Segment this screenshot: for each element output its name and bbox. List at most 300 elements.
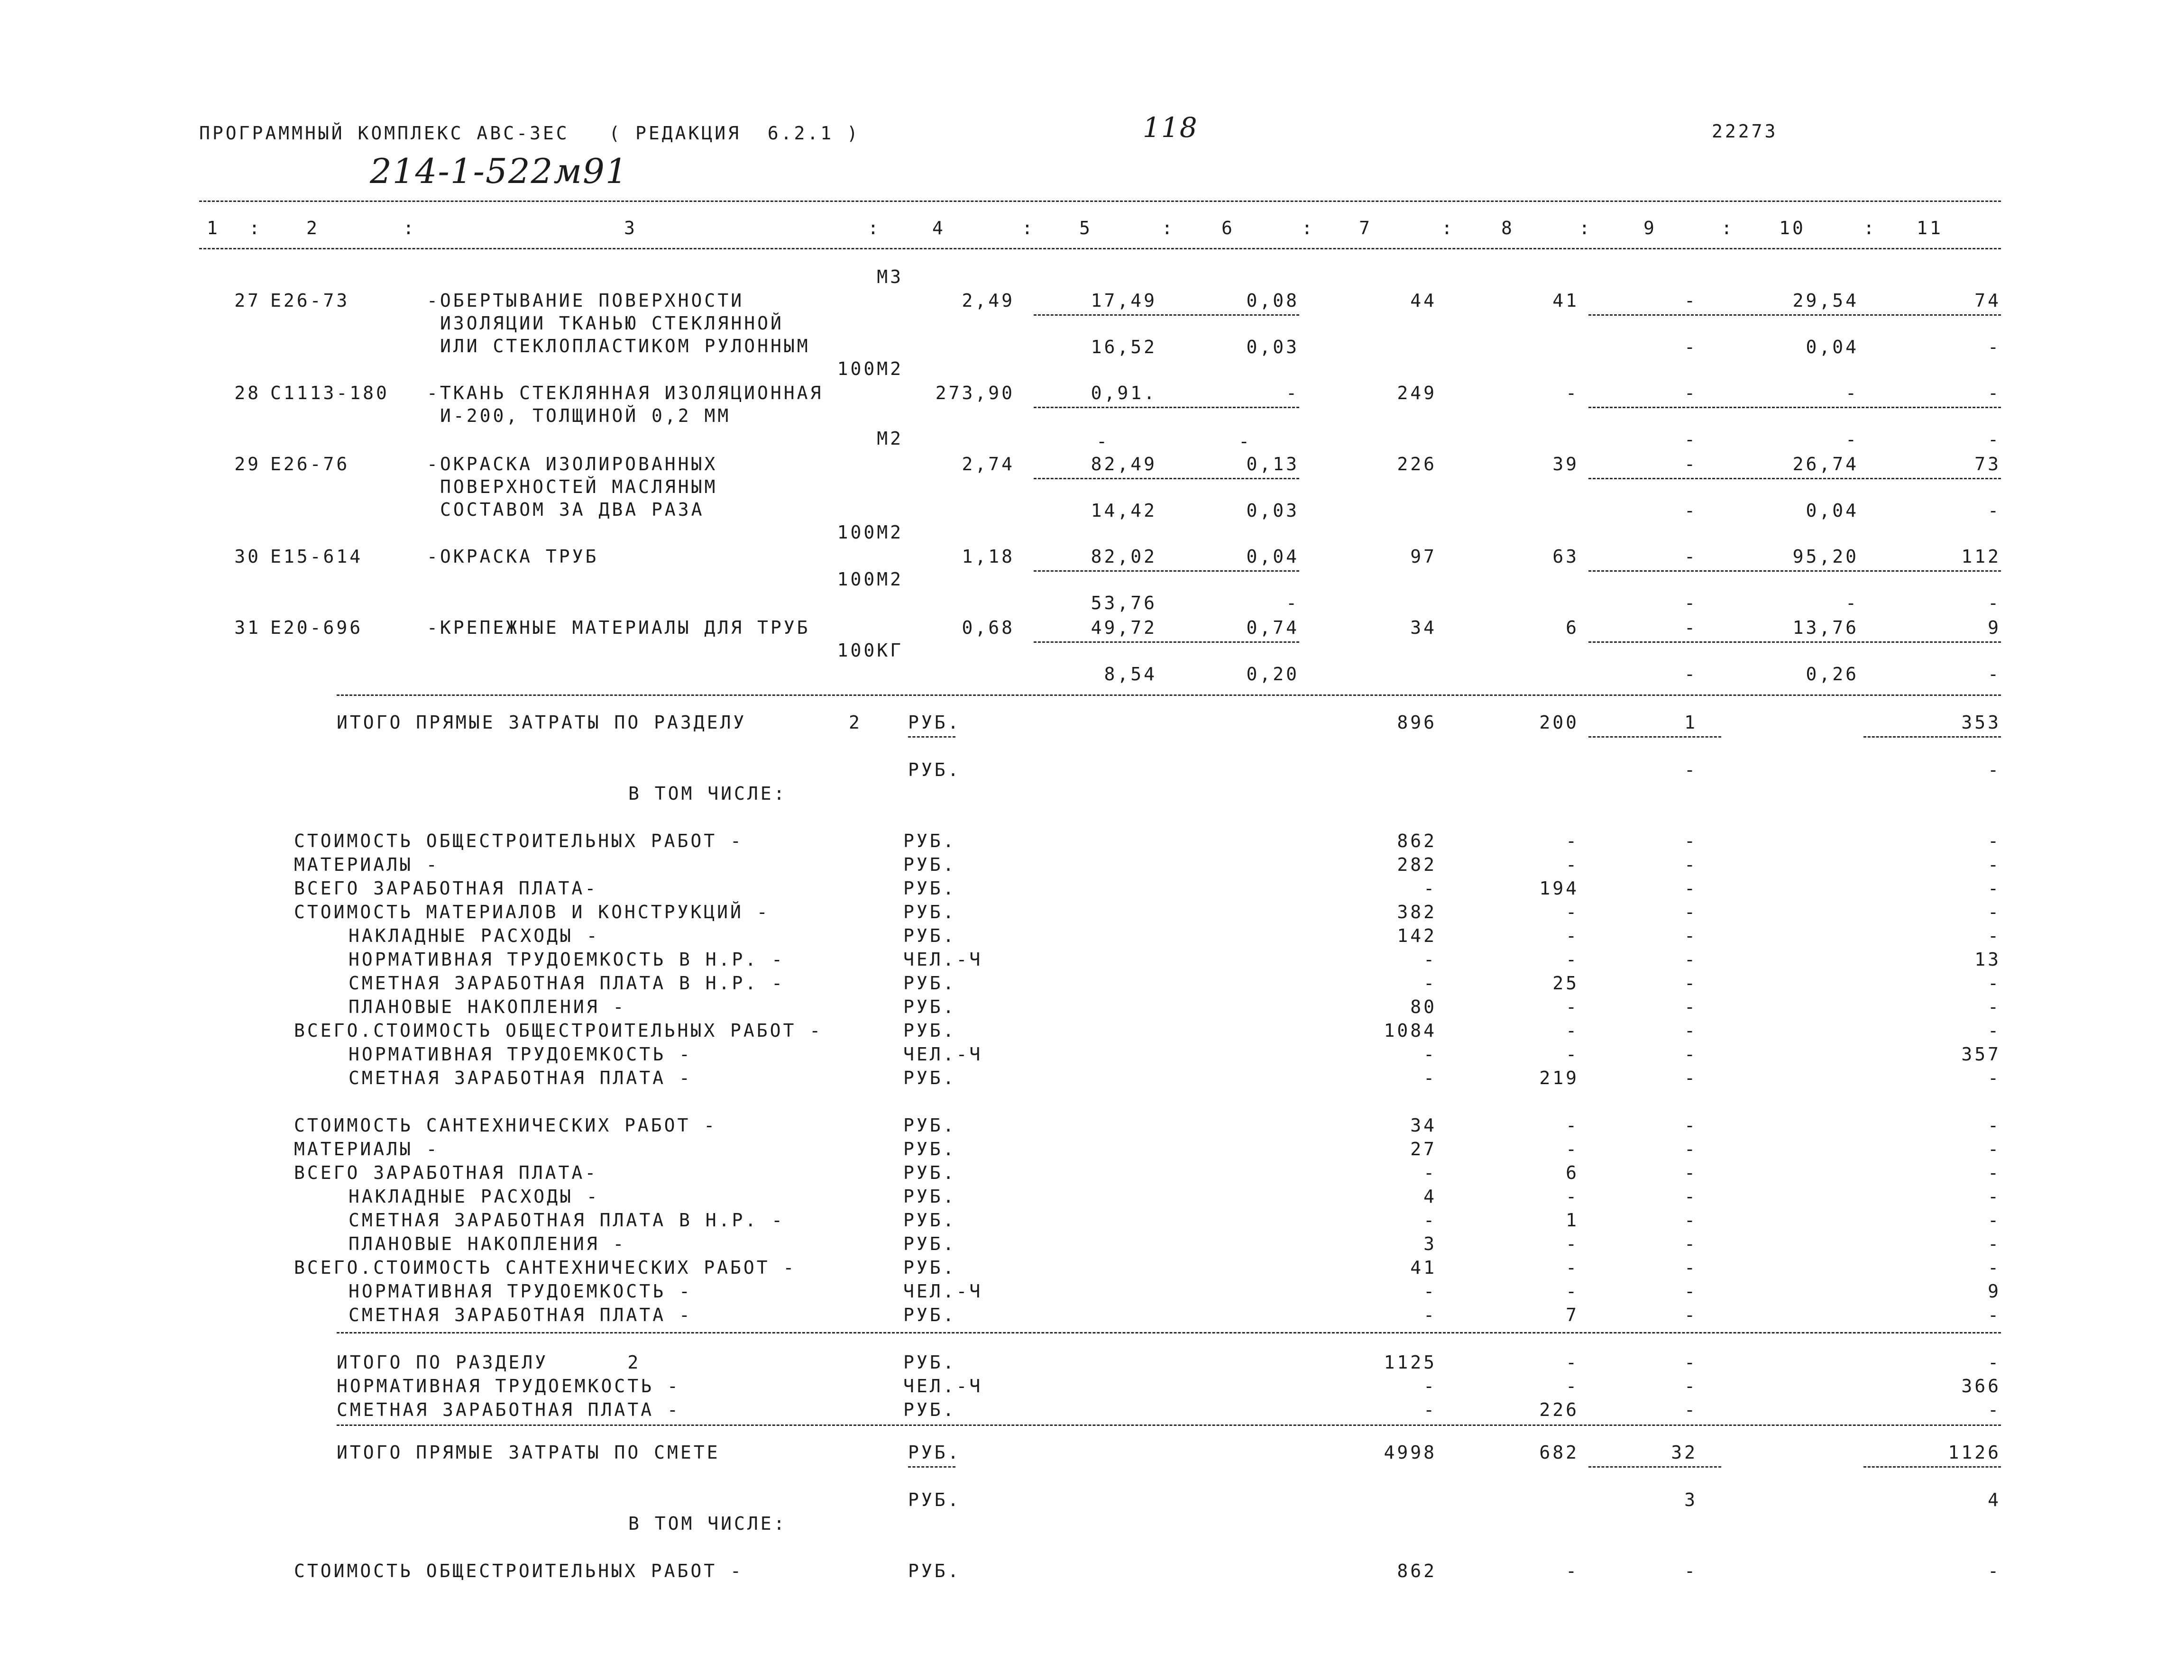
summary-row-cost: - [1423, 1399, 1437, 1420]
summary-row-col11: 366 [1961, 1376, 2001, 1397]
summary-row-wage: - [1566, 854, 1579, 875]
summary-row-col9: - [1684, 1257, 1698, 1278]
item-unit-cost: 17,49 [1091, 290, 1157, 311]
summary-row-col11: - [1988, 1020, 2001, 1041]
item-rate-code: E20-696 [270, 617, 363, 638]
item-col11-sub: - [1988, 500, 2001, 521]
column-5-header: 5 [1079, 218, 1092, 238]
summary-row-unit: РУБ. [903, 1162, 956, 1183]
summary-row-label: НОРМАТИВНАЯ ТРУДОЕМКОСТЬ - [349, 1281, 692, 1302]
total-direct-cost: 896 [1397, 712, 1437, 733]
item-col10-sub: - [1845, 429, 1859, 450]
summary-row-unit: РУБ. [903, 1257, 956, 1278]
summary-row-cost: 34 [1410, 1115, 1437, 1136]
item-col11: - [1988, 383, 2001, 403]
item-unit: М2 [877, 428, 903, 449]
summary-row-wage: - [1566, 1352, 1579, 1373]
summary-row-unit: РУБ. [903, 1115, 956, 1136]
rule [1588, 407, 2001, 408]
total-direct-label: ИТОГО ПРЯМЫЕ ЗАТРАТЫ ПО РАЗДЕЛУ [337, 712, 747, 733]
item-unit-cost: - [1239, 431, 1252, 452]
summary-row-cost: 142 [1397, 925, 1437, 946]
estimate-total-col9-sub: 3 [1684, 1489, 1698, 1510]
item-unit-cost-wage: 53,76 [1091, 593, 1157, 613]
summary-row-col9: - [1684, 1139, 1698, 1160]
rule [1034, 407, 1299, 408]
summary-row-col9: - [1684, 854, 1698, 875]
estimate-total-wage: 682 [1539, 1442, 1579, 1463]
item-unit-labor: 0,74 [1246, 617, 1299, 638]
summary-row-col9: - [1684, 1352, 1698, 1373]
handwritten-doc-number: 214-1-522м91 [370, 151, 628, 191]
rule [199, 248, 2001, 249]
summary-row-col9: - [1684, 1399, 1698, 1420]
summary-row-col11: - [1988, 902, 2001, 922]
column-separator: : [1863, 218, 1877, 238]
item-name-line: -ТКАНЬ СТЕКЛЯННАЯ ИЗОЛЯЦИОННАЯ [427, 383, 824, 403]
item-unit-cost: 0,91. [1091, 383, 1157, 403]
summary-row-label: ИТОГО ПО РАЗДЕЛУ 2 [337, 1352, 641, 1373]
item-unit-labor-wage: - [1286, 593, 1299, 613]
total-direct-section: 2 [849, 712, 862, 733]
column-separator: : [1721, 218, 1734, 238]
final-row-cost: 862 [1397, 1561, 1437, 1581]
column-separator: : [1441, 218, 1455, 238]
item-col10: 95,20 [1792, 546, 1859, 567]
item-col11: 73 [1974, 454, 2001, 475]
summary-row-cost: 3 [1423, 1233, 1437, 1254]
rule [199, 201, 2001, 202]
estimate-total-unit2: РУБ. [908, 1489, 961, 1510]
item-col9-sub: - [1684, 664, 1698, 685]
summary-row-unit: РУБ. [903, 831, 956, 851]
estimate-total-col11: 1126 [1948, 1442, 2001, 1463]
summary-row-col11: - [1988, 1305, 2001, 1325]
item-rate-code: E26-76 [270, 454, 350, 475]
summary-row-cost: - [1423, 1281, 1437, 1302]
item-total-wage: 63 [1552, 546, 1579, 567]
rule [337, 1332, 2001, 1333]
item-col9: - [1684, 454, 1698, 475]
item-unit-cost: - [1096, 431, 1110, 452]
summary-row-cost: - [1423, 1376, 1437, 1397]
column-10-header: 10 [1779, 218, 1806, 238]
summary-row-cost: - [1423, 949, 1437, 970]
item-unit-labor-wage: 0,20 [1246, 664, 1299, 685]
item-rate-code: C1113-180 [270, 383, 389, 403]
item-quantity: 2,74 [962, 454, 1015, 475]
rule [1588, 641, 2001, 643]
item-unit-labor: 0,13 [1246, 454, 1299, 475]
summary-row-wage: - [1566, 1281, 1579, 1302]
column-11-header: 11 [1917, 218, 1943, 238]
summary-row-unit: РУБ. [903, 1020, 956, 1041]
item-col10-sub: 0,04 [1806, 500, 1859, 521]
summary-row-label: СМЕТНАЯ ЗАРАБОТНАЯ ПЛАТА - [349, 1305, 692, 1325]
item-col10-sub: - [1845, 593, 1859, 613]
summary-row-col11: - [1988, 1399, 2001, 1420]
summary-row-cost: 4 [1423, 1186, 1437, 1207]
summary-row-col9: - [1684, 973, 1698, 994]
summary-row-cost: - [1423, 1044, 1437, 1065]
summary-row-label: СТОИМОСТЬ ОБЩЕСТРОИТЕЛЬНЫХ РАБОТ - [294, 831, 743, 851]
summary-row-cost: - [1423, 973, 1437, 994]
item-unit-cost-wage: 16,52 [1091, 337, 1157, 357]
total-direct-col9: 1 [1684, 712, 1698, 733]
summary-row-unit: РУБ. [903, 854, 956, 875]
item-total-wage: - [1566, 383, 1579, 403]
summary-row-label: СМЕТНАЯ ЗАРАБОТНАЯ ПЛАТА В Н.Р. - [349, 973, 785, 994]
summary-row-wage: - [1566, 1233, 1579, 1254]
item-number: 28 [234, 383, 261, 403]
item-col9: - [1684, 290, 1698, 311]
summary-row-label: ВСЕГО ЗАРАБОТНАЯ ПЛАТА- [294, 1162, 598, 1183]
including-label: В ТОМ ЧИСЛЕ: [628, 783, 787, 804]
summary-row-unit: РУБ. [903, 973, 956, 994]
summary-row-col9: - [1684, 878, 1698, 899]
summary-row-wage: - [1566, 1044, 1579, 1065]
summary-row-col11: - [1988, 854, 2001, 875]
summary-row-label: МАТЕРИАЛЫ - [294, 854, 440, 875]
summary-row-wage: - [1566, 1186, 1579, 1207]
item-unit-cost: 82,49 [1091, 454, 1157, 475]
column-2-header: 2 [306, 218, 320, 238]
summary-row-unit: ЧЕЛ.-Ч [903, 1376, 983, 1397]
item-unit-cost-wage: 14,42 [1091, 500, 1157, 521]
item-unit-cost: 82,02 [1091, 546, 1157, 567]
item-name-line: ПОВЕРХНОСТЕЙ МАСЛЯНЫМ [440, 476, 718, 497]
rule [1588, 736, 1721, 738]
summary-row-col9: - [1684, 1376, 1698, 1397]
summary-row-cost: - [1423, 1210, 1437, 1231]
summary-row-cost: - [1423, 1162, 1437, 1183]
summary-row-unit: РУБ. [903, 1210, 956, 1231]
summary-row-label: СМЕТНАЯ ЗАРАБОТНАЯ ПЛАТА - [349, 1068, 692, 1088]
rule [1863, 736, 2001, 738]
item-col9-sub: - [1684, 593, 1698, 613]
item-rate-code: E26-73 [270, 290, 350, 311]
item-unit: 100М2 [837, 358, 903, 379]
summary-row-cost: 41 [1410, 1257, 1437, 1278]
item-quantity: 2,49 [962, 290, 1015, 311]
estimate-total-col9: 32 [1671, 1442, 1698, 1463]
summary-row-wage: - [1566, 996, 1579, 1017]
item-unit-cost: 49,72 [1091, 617, 1157, 638]
page-number: 118 [1143, 111, 1198, 144]
item-name-line: -ОКРАСКА ИЗОЛИРОВАННЫХ [427, 454, 718, 475]
item-unit-labor-wage: 0,03 [1246, 337, 1299, 357]
including-label-2: В ТОМ ЧИСЛЕ: [628, 1513, 787, 1534]
item-col11: 74 [1974, 290, 2001, 311]
column-separator: : [249, 218, 262, 238]
summary-row-col9: - [1684, 1068, 1698, 1088]
summary-row-col11: - [1988, 1115, 2001, 1136]
rule [908, 1466, 955, 1468]
item-total-cost: 34 [1410, 617, 1437, 638]
item-col10: 26,74 [1792, 454, 1859, 475]
item-col9-sub: - [1684, 337, 1698, 357]
summary-row-wage: 25 [1552, 973, 1579, 994]
summary-row-wage: - [1566, 831, 1579, 851]
estimate-total-cost: 4998 [1384, 1442, 1437, 1463]
summary-row-col9: - [1684, 831, 1698, 851]
summary-row-cost: 80 [1410, 996, 1437, 1017]
total-direct-col11-sub: - [1988, 759, 2001, 780]
item-total-cost: 44 [1410, 290, 1437, 311]
item-col11-sub: - [1988, 593, 2001, 613]
summary-row-label: НОРМАТИВНАЯ ТРУДОЕМКОСТЬ - [337, 1376, 680, 1397]
item-col10-sub: 0,26 [1806, 664, 1859, 685]
summary-row-cost: 27 [1410, 1139, 1437, 1160]
rule [1034, 314, 1299, 316]
summary-row-unit: ЧЕЛ.-Ч [903, 1281, 983, 1302]
summary-row-label: ВСЕГО ЗАРАБОТНАЯ ПЛАТА- [294, 878, 598, 899]
rule [1034, 570, 1299, 572]
column-separator: : [1302, 218, 1315, 238]
column-separator: : [403, 218, 416, 238]
item-number: 27 [234, 290, 261, 311]
summary-row-col11: - [1988, 996, 2001, 1017]
item-col11-sub: - [1988, 429, 2001, 450]
summary-row-col9: - [1684, 949, 1698, 970]
summary-row-unit: РУБ. [903, 925, 956, 946]
column-1-header: 1 [207, 218, 220, 238]
summary-row-wage: 219 [1539, 1068, 1579, 1088]
item-unit: 100КГ [837, 640, 903, 661]
summary-row-wage: 7 [1566, 1305, 1579, 1325]
item-name-line: -ОБЕРТЫВАНИЕ ПОВЕРХНОСТИ [427, 290, 744, 311]
summary-row-unit: РУБ. [903, 1068, 956, 1088]
rule [1588, 314, 2001, 316]
item-name-line: -ОКРАСКА ТРУБ [427, 546, 599, 567]
summary-row-col11: - [1988, 1352, 2001, 1373]
item-unit-labor: - [1286, 383, 1299, 403]
total-direct-unit2: РУБ. [908, 759, 961, 780]
summary-row-cost: 862 [1397, 831, 1437, 851]
final-row-label: СТОИМОСТЬ ОБЩЕСТРОИТЕЛЬНЫХ РАБОТ - [294, 1561, 743, 1581]
summary-row-col11: - [1988, 1210, 2001, 1231]
summary-row-cost: 1084 [1384, 1020, 1437, 1041]
column-8-header: 8 [1501, 218, 1514, 238]
summary-row-cost: 282 [1397, 854, 1437, 875]
summary-row-wage: 1 [1566, 1210, 1579, 1231]
summary-row-wage: - [1566, 1020, 1579, 1041]
total-direct-wage: 200 [1539, 712, 1579, 733]
column-3-header: 3 [624, 218, 637, 238]
summary-row-col11: - [1988, 1139, 2001, 1160]
summary-row-unit: РУБ. [903, 1139, 956, 1160]
summary-row-cost: 1125 [1384, 1352, 1437, 1373]
summary-row-unit: РУБ. [903, 1305, 956, 1325]
summary-row-cost: 382 [1397, 902, 1437, 922]
item-unit: 100М2 [837, 569, 903, 590]
summary-row-unit: ЧЕЛ.-Ч [903, 1044, 983, 1065]
rule [1588, 1466, 1721, 1468]
item-name-line: И-200, ТОЛЩИНОЙ 0,2 ММ [440, 405, 731, 426]
item-unit-cost-wage: 8,54 [1104, 664, 1157, 685]
summary-row-col9: - [1684, 925, 1698, 946]
summary-row-cost: - [1423, 1068, 1437, 1088]
summary-row-unit: РУБ. [903, 902, 956, 922]
document-code: 22273 [1712, 121, 1778, 142]
summary-row-col11: - [1988, 925, 2001, 946]
summary-row-cost: - [1423, 1305, 1437, 1325]
item-col11: 9 [1988, 617, 2001, 638]
column-separator: : [1579, 218, 1592, 238]
item-col11-sub: - [1988, 664, 2001, 685]
total-direct-unit: РУБ. [908, 712, 961, 733]
summary-row-label: ПЛАНОВЫЕ НАКОПЛЕНИЯ - [349, 996, 626, 1017]
summary-row-wage: - [1566, 925, 1579, 946]
summary-row-col11: 357 [1961, 1044, 2001, 1065]
item-total-wage: 41 [1552, 290, 1579, 311]
item-quantity: 0,68 [962, 617, 1015, 638]
summary-row-unit: ЧЕЛ.-Ч [903, 949, 983, 970]
summary-row-wage: 194 [1539, 878, 1579, 899]
summary-row-label: СМЕТНАЯ ЗАРАБОТНАЯ ПЛАТА В Н.Р. - [349, 1210, 785, 1231]
summary-row-label: НОРМАТИВНАЯ ТРУДОЕМКОСТЬ В Н.Р. - [349, 949, 785, 970]
item-col10: 13,76 [1792, 617, 1859, 638]
item-unit-labor-wage: 0,03 [1246, 500, 1299, 521]
column-6-header: 6 [1221, 218, 1235, 238]
summary-row-col9: - [1684, 1044, 1698, 1065]
item-col9: - [1684, 546, 1698, 567]
item-total-wage: 39 [1552, 454, 1579, 475]
total-direct-col11: 353 [1961, 712, 2001, 733]
rule [1588, 570, 2001, 572]
summary-row-cost: - [1423, 878, 1437, 899]
item-name-line: -КРЕПЕЖНЫЕ МАТЕРИАЛЫ ДЛЯ ТРУБ [427, 617, 810, 638]
item-unit-labor: 0,08 [1246, 290, 1299, 311]
item-col9: - [1684, 617, 1698, 638]
summary-row-col11: 9 [1988, 1281, 2001, 1302]
summary-row-col11: - [1988, 878, 2001, 899]
item-col10-sub: 0,04 [1806, 337, 1859, 357]
column-4-header: 4 [932, 218, 945, 238]
item-rate-code: E15-614 [270, 546, 363, 567]
summary-row-col11: - [1988, 1068, 2001, 1088]
summary-row-col9: - [1684, 1210, 1698, 1231]
column-7-header: 7 [1359, 218, 1372, 238]
item-number: 30 [234, 546, 261, 567]
summary-row-label: НОРМАТИВНАЯ ТРУДОЕМКОСТЬ - [349, 1044, 692, 1065]
summary-row-col11: 13 [1974, 949, 2001, 970]
summary-row-wage: - [1566, 902, 1579, 922]
rule [1034, 478, 1299, 479]
item-col9-sub: - [1684, 429, 1698, 450]
item-total-cost: 97 [1410, 546, 1437, 567]
rule [1863, 1466, 2001, 1468]
final-row-unit: РУБ. [908, 1561, 961, 1581]
item-name-line: ИЛИ СТЕКЛОПЛАСТИКОМ РУЛОННЫМ [440, 336, 810, 356]
summary-row-col9: - [1684, 1020, 1698, 1041]
summary-row-col9: - [1684, 1162, 1698, 1183]
item-col9-sub: - [1684, 500, 1698, 521]
summary-row-wage: 226 [1539, 1399, 1579, 1420]
summary-row-label: ПЛАНОВЫЕ НАКОПЛЕНИЯ - [349, 1233, 626, 1254]
summary-row-col11: - [1988, 1257, 2001, 1278]
column-9-header: 9 [1643, 218, 1657, 238]
summary-row-wage: - [1566, 1139, 1579, 1160]
item-col11: 112 [1961, 546, 2001, 567]
summary-row-unit: РУБ. [903, 1233, 956, 1254]
item-total-cost: 226 [1397, 454, 1437, 475]
rule [337, 1424, 2001, 1426]
summary-row-col9: - [1684, 1115, 1698, 1136]
column-separator: : [1022, 218, 1035, 238]
summary-row-wage: - [1566, 1257, 1579, 1278]
rule [1588, 478, 2001, 479]
summary-row-col9: - [1684, 1305, 1698, 1325]
summary-row-col11: - [1988, 1233, 2001, 1254]
summary-row-col11: - [1988, 973, 2001, 994]
summary-row-col11: - [1988, 1162, 2001, 1183]
summary-row-label: СТОИМОСТЬ САНТЕХНИЧЕСКИХ РАБОТ - [294, 1115, 717, 1136]
summary-row-col11: - [1988, 1186, 2001, 1207]
summary-row-col11: - [1988, 831, 2001, 851]
item-unit-labor: 0,04 [1246, 546, 1299, 567]
summary-row-unit: РУБ. [903, 1352, 956, 1373]
item-col10: 29,54 [1792, 290, 1859, 311]
column-separator: : [868, 218, 881, 238]
summary-row-col9: - [1684, 1281, 1698, 1302]
summary-row-wage: - [1566, 1115, 1579, 1136]
summary-row-wage: 6 [1566, 1162, 1579, 1183]
item-unit: М3 [877, 266, 903, 287]
summary-row-label: НАКЛАДНЫЕ РАСХОДЫ - [349, 925, 600, 946]
summary-row-col9: - [1684, 996, 1698, 1017]
item-name-line: СОСТАВОМ ЗА ДВА РАЗА [440, 499, 705, 520]
program-title: ПРОГРАММНЫЙ КОМПЛЕКС АВС-ЗЕС ( РЕДАКЦИЯ 6.2.1 ) [199, 123, 860, 144]
rule [1034, 641, 1299, 643]
summary-row-label: НАКЛАДНЫЕ РАСХОДЫ - [349, 1186, 600, 1207]
final-row-col11: - [1988, 1561, 2001, 1581]
summary-row-label: СМЕТНАЯ ЗАРАБОТНАЯ ПЛАТА - [337, 1399, 680, 1420]
summary-row-unit: РУБ. [903, 878, 956, 899]
summary-row-unit: РУБ. [903, 996, 956, 1017]
rule [908, 736, 955, 738]
estimate-total-label: ИТОГО ПРЯМЫЕ ЗАТРАТЫ ПО СМЕТЕ [337, 1442, 720, 1463]
summary-row-wage: - [1566, 949, 1579, 970]
rule [337, 694, 2001, 696]
column-separator: : [1162, 218, 1175, 238]
summary-row-col9: - [1684, 1186, 1698, 1207]
summary-row-label: ВСЕГО.СТОИМОСТЬ ОБЩЕСТРОИТЕЛЬНЫХ РАБОТ - [294, 1020, 823, 1041]
item-name-line: ИЗОЛЯЦИИ ТКАНЬЮ СТЕКЛЯННОЙ [440, 313, 784, 334]
item-total-wage: 6 [1566, 617, 1579, 638]
item-number: 31 [234, 617, 261, 638]
summary-row-label: СТОИМОСТЬ МАТЕРИАЛОВ И КОНСТРУКЦИЙ - [294, 902, 770, 922]
item-col10: - [1845, 383, 1859, 403]
summary-row-unit: РУБ. [903, 1399, 956, 1420]
summary-row-unit: РУБ. [903, 1186, 956, 1207]
item-col11-sub: - [1988, 337, 2001, 357]
item-total-cost: 249 [1397, 383, 1437, 403]
final-row-wage: - [1566, 1561, 1579, 1581]
item-quantity: 1,18 [962, 546, 1015, 567]
item-quantity: 273,90 [935, 383, 1015, 403]
summary-row-label: МАТЕРИАЛЫ - [294, 1139, 440, 1160]
item-col9: - [1684, 383, 1698, 403]
estimate-total-unit: РУБ. [908, 1442, 961, 1463]
summary-row-wage: - [1566, 1376, 1579, 1397]
final-row-col9: - [1684, 1561, 1698, 1581]
item-number: 29 [234, 454, 261, 475]
summary-row-label: ВСЕГО.СТОИМОСТЬ САНТЕХНИЧЕСКИХ РАБОТ - [294, 1257, 797, 1278]
total-direct-col9-sub: - [1684, 759, 1698, 780]
summary-row-col9: - [1684, 1233, 1698, 1254]
estimate-total-col11-sub: 4 [1988, 1489, 2001, 1510]
